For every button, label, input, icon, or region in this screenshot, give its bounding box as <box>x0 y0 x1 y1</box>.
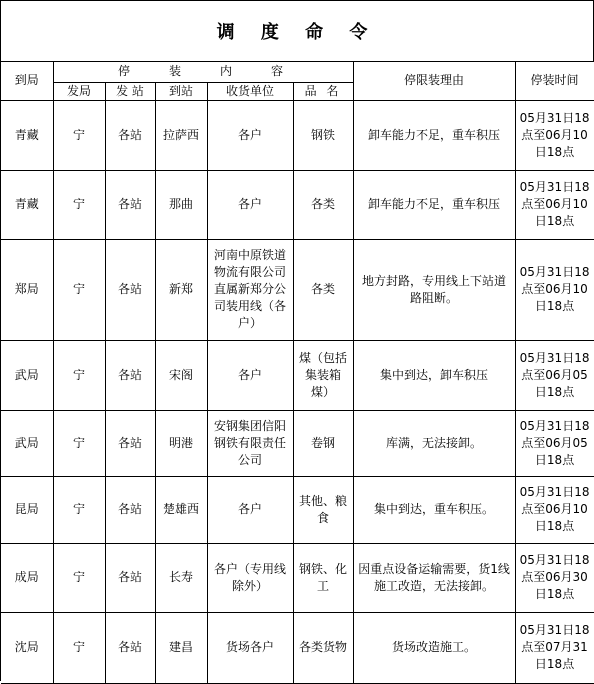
cell-fa-zhan: 各站 <box>105 476 155 543</box>
header-dao-zhan: 到站 <box>155 82 207 100</box>
cell-fa-ju: 宁 <box>53 612 105 683</box>
cell-time: 05月31日18点至06月10日18点 <box>515 476 594 543</box>
cell-shou-huo: 各户 <box>207 476 293 543</box>
cell-reason: 地方封路，专用线上下站道路阻断。 <box>353 239 515 340</box>
cell-time: 05月31日18点至06月10日18点 <box>515 239 594 340</box>
cell-fa-zhan: 各站 <box>105 100 155 170</box>
cell-time: 05月31日18点至07月31日18点 <box>515 612 594 683</box>
cell-dao-zhan: 新郑 <box>155 239 207 340</box>
cell-pin-ming: 钢铁、化工 <box>293 543 353 612</box>
cell-dao-zhan: 楚雄西 <box>155 476 207 543</box>
cell-fa-zhan: 各站 <box>105 340 155 410</box>
table-row <box>1 543 594 612</box>
cell-dao-zhan: 建昌 <box>155 612 207 683</box>
cell-fa-ju: 宁 <box>53 170 105 239</box>
cell-time: 05月31日18点至06月10日18点 <box>515 170 594 239</box>
cell-reason: 集中到达，卸车积压 <box>353 340 515 410</box>
cell-dao-ju: 武局 <box>1 340 53 410</box>
table-body <box>1 100 594 683</box>
cell-pin-ming: 各类 <box>293 239 353 340</box>
table-row <box>1 410 594 476</box>
header-fa-zhan: 发 站 <box>105 82 155 100</box>
cell-pin-ming: 煤（包括集装箱煤） <box>293 340 353 410</box>
cell-dao-ju: 成局 <box>1 543 53 612</box>
cell-fa-ju: 宁 <box>53 340 105 410</box>
header-shou-huo: 收货单位 <box>207 82 293 100</box>
cell-pin-ming: 各类货物 <box>293 612 353 683</box>
cell-time: 05月31日18点至06月05日18点 <box>515 410 594 476</box>
cell-fa-ju: 宁 <box>53 100 105 170</box>
cell-shou-huo: 各户 <box>207 100 293 170</box>
cell-fa-zhan: 各站 <box>105 410 155 476</box>
cell-fa-ju: 宁 <box>53 543 105 612</box>
cell-fa-zhan: 各站 <box>105 543 155 612</box>
cell-pin-ming: 其他、粮食 <box>293 476 353 543</box>
table-row <box>1 340 594 410</box>
table-row <box>1 476 594 543</box>
cell-dao-zhan: 长寿 <box>155 543 207 612</box>
header-reason: 停限装理由 <box>353 62 515 100</box>
header-pin-ming: 品 名 <box>293 82 353 100</box>
cell-reason: 集中到达，重车积压。 <box>353 476 515 543</box>
dispatch-table <box>1 62 594 684</box>
table-row <box>1 612 594 683</box>
cell-dao-zhan: 拉萨西 <box>155 100 207 170</box>
cell-dao-zhan: 明港 <box>155 410 207 476</box>
cell-reason: 卸车能力不足，重车积压 <box>353 100 515 170</box>
cell-reason: 库满，无法接卸。 <box>353 410 515 476</box>
header-time: 停装时间 <box>515 62 594 100</box>
table-row <box>1 239 594 340</box>
cell-pin-ming: 卷钢 <box>293 410 353 476</box>
cell-fa-zhan: 各站 <box>105 239 155 340</box>
cell-fa-zhan: 各站 <box>105 170 155 239</box>
cell-fa-zhan: 各站 <box>105 612 155 683</box>
cell-shou-huo: 安钢集团信阳钢铁有限责任公司 <box>207 410 293 476</box>
header-group-content: 停 装 内 容 <box>53 62 353 82</box>
cell-dao-zhan: 那曲 <box>155 170 207 239</box>
cell-time: 05月31日18点至06月30日18点 <box>515 543 594 612</box>
cell-shou-huo: 各户 <box>207 170 293 239</box>
header-fa-ju: 发局 <box>53 82 105 100</box>
document-title: 调 度 命 令 <box>1 1 594 62</box>
cell-shou-huo: 各户（专用线除外） <box>207 543 293 612</box>
table-row <box>1 170 594 239</box>
table-row <box>1 100 594 170</box>
cell-time: 05月31日18点至06月05日18点 <box>515 340 594 410</box>
cell-reason: 卸车能力不足，重车积压 <box>353 170 515 239</box>
header-dao-ju: 到局 <box>1 62 53 100</box>
cell-dao-ju: 昆局 <box>1 476 53 543</box>
cell-fa-ju: 宁 <box>53 239 105 340</box>
header-row-1 <box>1 62 594 82</box>
cell-reason: 因重点设备运输需要，货1线施工改造，无法接卸。 <box>353 543 515 612</box>
cell-shou-huo: 货场各户 <box>207 612 293 683</box>
cell-shou-huo: 各户 <box>207 340 293 410</box>
cell-dao-ju: 青藏 <box>1 170 53 239</box>
cell-dao-ju: 郑局 <box>1 239 53 340</box>
cell-dao-ju: 武局 <box>1 410 53 476</box>
cell-fa-ju: 宁 <box>53 410 105 476</box>
cell-shou-huo: 河南中原铁道物流有限公司直属新郑分公司装用线（各户） <box>207 239 293 340</box>
cell-pin-ming: 各类 <box>293 170 353 239</box>
cell-time: 05月31日18点至06月10日18点 <box>515 100 594 170</box>
cell-dao-ju: 沈局 <box>1 612 53 683</box>
cell-dao-zhan: 宋阁 <box>155 340 207 410</box>
cell-dao-ju: 青藏 <box>1 100 53 170</box>
cell-fa-ju: 宁 <box>53 476 105 543</box>
cell-reason: 货场改造施工。 <box>353 612 515 683</box>
cell-pin-ming: 钢铁 <box>293 100 353 170</box>
